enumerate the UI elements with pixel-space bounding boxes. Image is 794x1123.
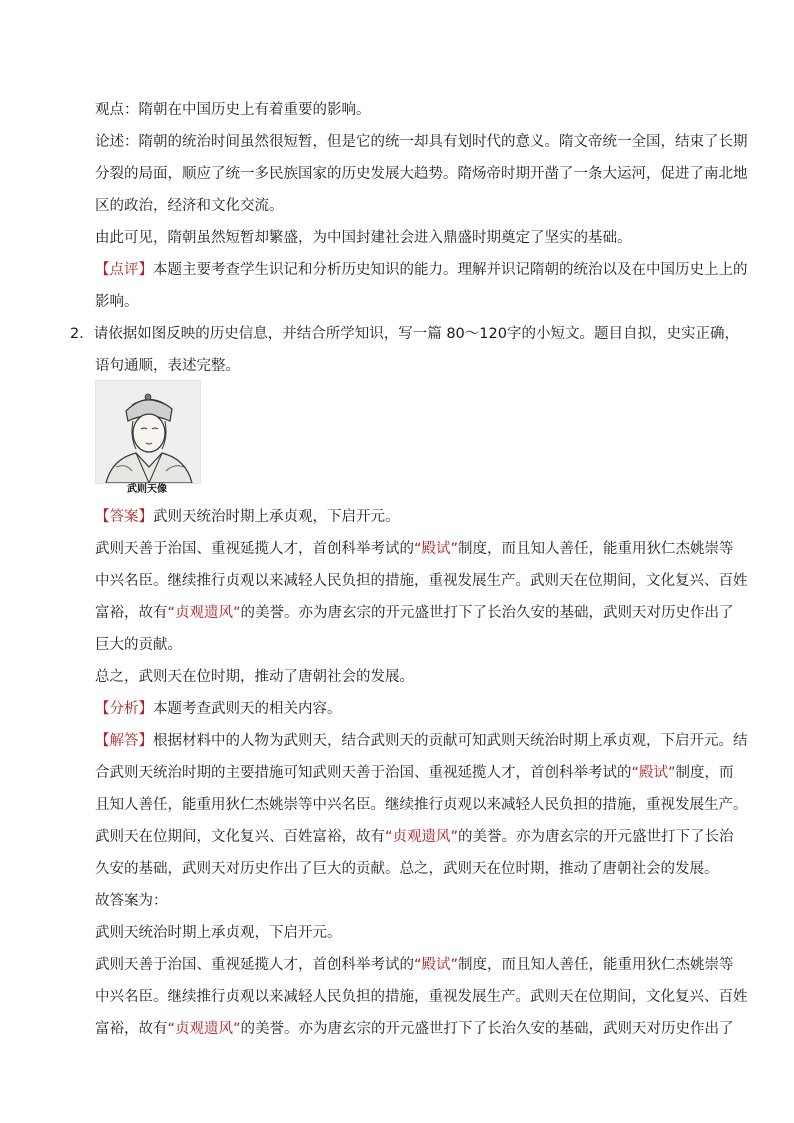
solution-line bbox=[95, 821, 734, 853]
quoted-term: “殿试” bbox=[414, 957, 459, 973]
text-span: 故答案为： bbox=[95, 893, 168, 909]
text-span: 本题主要考查学生识记和分析历史知识的能力。理解并识记隋朝的统治以及在中国历史上上的 bbox=[153, 262, 748, 278]
text-span: 制度，而 bbox=[675, 765, 734, 781]
argument-line bbox=[95, 126, 748, 158]
portrait-image bbox=[95, 380, 201, 484]
text-span: 的美誉。亦为唐玄宗的开元盛世打下了长治 bbox=[458, 829, 734, 845]
text-span: 影响。 bbox=[95, 294, 139, 310]
solution-line bbox=[95, 757, 734, 789]
text-span: 富裕，故有 bbox=[95, 605, 168, 621]
conclusion-line bbox=[95, 222, 725, 254]
answer-line bbox=[95, 629, 725, 661]
solution-tag: 【解答】 bbox=[95, 733, 153, 749]
text-span: 制度，而且知人善任，能重用狄仁杰姚崇等 bbox=[458, 957, 734, 973]
quoted-term: “殿试” bbox=[631, 765, 676, 781]
quoted-term: “殿试” bbox=[414, 541, 459, 557]
portrait-woodcut-image bbox=[96, 381, 200, 483]
text-span: 武则天统治时期上承贞观，下启开元。 bbox=[95, 925, 342, 941]
text-span: 分裂的局面，顺应了统一多民族国家的历史发展大趋势。隋炀帝时期开凿了一条大运河，促进了南北地 bbox=[95, 166, 748, 182]
quoted-term: “贞观遗风” bbox=[385, 829, 459, 845]
answer-line bbox=[95, 533, 734, 565]
text-span: 观点：隋朝在中国历史上有着重要的影响。 bbox=[95, 102, 371, 118]
text-span: 武则天善于治国、重视延揽人才，首创科举考试的 bbox=[95, 957, 414, 973]
text-span: 根据材料中的人物为武则天，结合武则天的贡献可知武则天统治时期上承贞观，下启开元。结 bbox=[153, 733, 748, 749]
text-span: 语句通顺，表述完整。 bbox=[95, 358, 240, 374]
comment-tag: 【点评】 bbox=[95, 262, 153, 278]
text-span: 中兴名臣。继续推行贞观以来减轻人民负担的措施，重视发展生产。武则天在位期间，文化复兴、百姓 bbox=[95, 989, 748, 1005]
answer-tag: 【答案】 bbox=[95, 509, 153, 525]
viewpoint-line bbox=[95, 94, 725, 126]
text-span: 巨大的贡献。 bbox=[95, 637, 182, 653]
portrait-caption: 武则天像 bbox=[127, 484, 167, 495]
text-span: 武则天在位期间，文化复兴、百姓富裕，故有 bbox=[95, 829, 385, 845]
solution-line bbox=[95, 725, 748, 757]
text-span: 2．请依据如图反映的历史信息，并结合所学知识，写一篇 80～120字的小短文。题目自拟，史实正确， bbox=[70, 326, 739, 342]
final-answer-line bbox=[95, 1013, 734, 1045]
text-span: 本题考查武则天的相关内容。 bbox=[153, 701, 342, 717]
final-answer-line bbox=[95, 917, 725, 949]
answer-line bbox=[95, 565, 748, 597]
answer-line bbox=[95, 501, 725, 533]
final-answer-label bbox=[95, 885, 725, 917]
answer-summary-line bbox=[95, 661, 725, 693]
analysis-tag: 【分析】 bbox=[95, 701, 153, 717]
text-span: 制度，而且知人善任，能重用狄仁杰姚崇等 bbox=[458, 541, 734, 557]
text-span: 合武则天统治时期的主要措施可知武则天善于治国、重视延揽人才，首创科举考试的 bbox=[95, 765, 632, 781]
question-2-line bbox=[70, 318, 739, 350]
argument-line bbox=[95, 190, 725, 222]
text-span: 且知人善任，能重用狄仁杰姚崇等中兴名臣。继续推行贞观以来减轻人民负担的措施，重视发展生产。 bbox=[95, 797, 748, 813]
analysis-line bbox=[95, 693, 725, 725]
final-answer-line bbox=[95, 981, 748, 1013]
quoted-term: “贞观遗风” bbox=[167, 1021, 241, 1037]
text-span: 的美誉。亦为唐玄宗的开元盛世打下了长治久安的基础，武则天对历史作出了 bbox=[240, 605, 734, 621]
quoted-term: “贞观遗风” bbox=[167, 605, 241, 621]
text-span: 由此可见，隋朝虽然短暂却繁盛，为中国封建社会进入鼎盛时期奠定了坚实的基础。 bbox=[95, 230, 632, 246]
text-span: 总之，武则天在位时期，推动了唐朝社会的发展。 bbox=[95, 669, 414, 685]
question-2-line bbox=[95, 350, 725, 382]
text-span: 的美誉。亦为唐玄宗的开元盛世打下了长治久安的基础，武则天对历史作出了 bbox=[240, 1021, 734, 1037]
solution-line bbox=[95, 853, 725, 885]
answer-line bbox=[95, 597, 734, 629]
text-span: 中兴名臣。继续推行贞观以来减轻人民负担的措施，重视发展生产。武则天在位期间，文化复兴、百姓 bbox=[95, 573, 748, 589]
comment-line bbox=[95, 286, 725, 318]
comment-line bbox=[95, 254, 748, 286]
text-span: 论述：隋朝的统治时间虽然很短暂，但是它的统一却具有划时代的意义。隋文帝统一全国，结束了长期 bbox=[95, 134, 748, 150]
text-span: 久安的基础，武则天对历史作出了巨大的贡献。总之，武则天在位时期，推动了唐朝社会的发展。 bbox=[95, 861, 719, 877]
final-answer-line bbox=[95, 949, 734, 981]
text-span: 武则天统治时期上承贞观，下启开元。 bbox=[153, 509, 400, 525]
text-span: 武则天善于治国、重视延揽人才，首创科举考试的 bbox=[95, 541, 414, 557]
text-span: 富裕，故有 bbox=[95, 1021, 168, 1037]
text-span: 区的政治，经济和文化交流。 bbox=[95, 198, 284, 214]
solution-line bbox=[95, 789, 748, 821]
argument-line bbox=[95, 158, 748, 190]
